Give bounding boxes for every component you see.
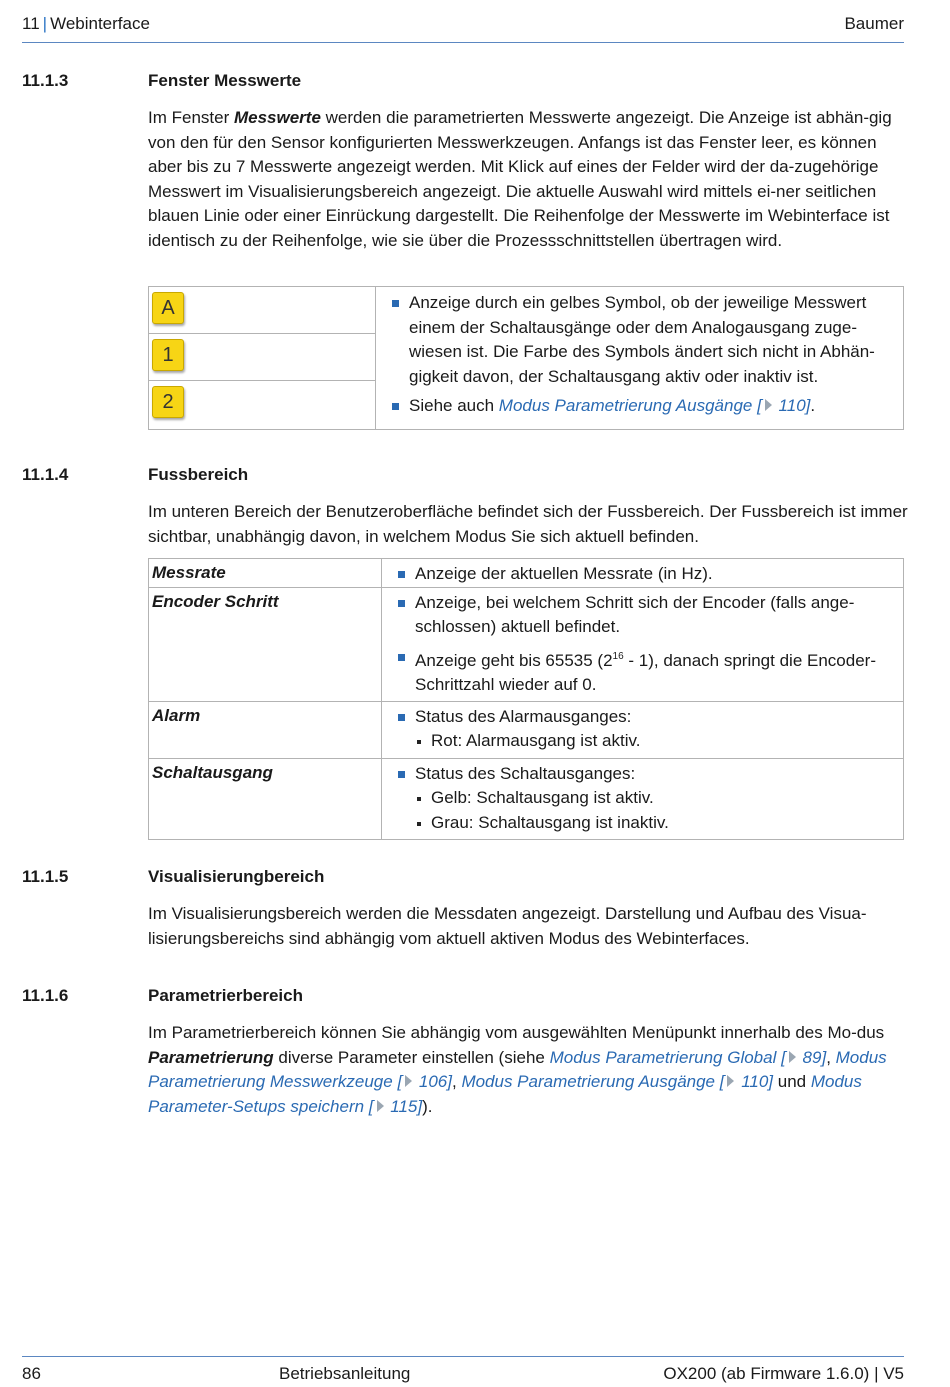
list-item: [382, 705, 899, 754]
text: ,: [451, 1072, 462, 1091]
bold-term: Parametrierung: [148, 1047, 274, 1067]
list-item: [382, 762, 899, 836]
symbol-1-icon: 1: [152, 339, 184, 371]
page-header: [22, 14, 904, 43]
link-text[interactable]: Modus Parametrierung Ausgänge [: [498, 396, 762, 415]
symbol-cell: [149, 287, 376, 334]
text: Status des Schaltausganges:: [415, 763, 636, 783]
sub-list-item: Gelb: Schaltausgang ist aktiv.: [415, 786, 899, 811]
paragraph-visualisierung: Im Visualisierungsbereich werden die Messdaten angezeigt. Darstellung und Aufbau des Visua-lisierungsbereichs sind abhängig vom aktuell aktiven Modus des Webinterfaces.: [148, 904, 867, 948]
term-encoder-schritt: Encoder Schritt: [149, 587, 382, 701]
symbol-cell: [149, 381, 376, 430]
symbol-a-icon: A: [152, 292, 184, 324]
document-type: Betriebsanleitung: [279, 1364, 411, 1383]
link-page[interactable]: 110]: [736, 1072, 774, 1091]
arrow-right-icon: [789, 1051, 796, 1063]
term-schaltausgang: Schaltausgang: [149, 758, 382, 840]
list-item: [376, 394, 899, 419]
link-modus-parametrierung-ausgaenge[interactable]: [461, 1072, 773, 1091]
link-page[interactable]: 110]: [773, 396, 811, 415]
section-number-11-1-4: 11.1.4: [22, 465, 69, 484]
link-text[interactable]: Modus Parametrierung Global [: [549, 1047, 786, 1067]
arrow-right-icon: [405, 1075, 412, 1087]
text: ,: [826, 1047, 836, 1067]
definition: [382, 701, 904, 758]
section-number-11-1-5: 11.1.5: [22, 867, 69, 886]
text: Im Fenster: [148, 108, 234, 127]
list-item: [382, 645, 899, 698]
header-chapter: [22, 14, 150, 34]
link-text[interactable]: Modus Parametrierung Messwerkzeuge [: [148, 1047, 887, 1091]
text: ).: [422, 1096, 433, 1116]
sub-list-item: Grau: Schaltausgang ist inaktiv.: [415, 811, 899, 836]
symbol-2-icon: 2: [152, 386, 184, 418]
paragraph-messwerte: [148, 106, 908, 253]
text: Anzeige geht bis 65535 (2: [415, 650, 613, 670]
product-version: OX200 (ab Firmware 1.6.0) | V5: [663, 1364, 904, 1383]
term-messrate: Messrate: [149, 559, 382, 588]
table-row: [149, 758, 904, 840]
sub-list-item: Rot: Alarmausgang ist aktiv.: [415, 729, 899, 754]
symbol-description: [376, 287, 904, 430]
symbol-cell: [149, 334, 376, 381]
section-title-fenster-messwerte: Fenster Messwerte: [148, 71, 302, 90]
text: Status des Alarmausganges:: [415, 706, 632, 726]
superscript: 16: [612, 650, 624, 662]
link-page[interactable]: 89]: [797, 1047, 827, 1067]
text: Im Parametrierbereich können Sie abhängig vom ausgewählten Menüpunkt innerhalb des Mo-dus: [148, 1023, 885, 1042]
footer-fields-table: [148, 558, 904, 840]
text: diverse Parameter einstellen (siehe: [273, 1047, 550, 1067]
arrow-right-icon: [727, 1075, 734, 1087]
link-modus-parametrierung-ausgaenge[interactable]: [499, 396, 811, 415]
page-footer: [22, 1356, 904, 1387]
header-separator: |: [42, 14, 48, 33]
list-item: Anzeige durch ein gelbes Symbol, ob der jeweilige Messwert einem der Schaltausgänge oder dem Analogausgang zuge-wiesen ist. Die Farbe des Symbols ändert sich nicht in Abhän-gigkeit davon, der Schaltausgang aktiv oder inaktiv ist.: [376, 291, 899, 389]
text: und: [773, 1072, 811, 1091]
definition: [382, 559, 904, 588]
link-page[interactable]: 115]: [385, 1096, 423, 1116]
section-number-11-1-6: 11.1.6: [22, 986, 69, 1005]
text: Siehe auch: [409, 396, 499, 415]
text: - 1), danach springt die Encoder-Schrittzahl wieder auf 0.: [415, 650, 876, 694]
link-page[interactable]: 106]: [414, 1072, 452, 1091]
arrow-right-icon: [765, 399, 772, 411]
bold-term: Messwerte: [233, 108, 321, 127]
chapter-title: Webinterface: [50, 14, 150, 33]
section-title-fussbereich: Fussbereich: [148, 465, 249, 484]
section-title-visualisierungbereich: Visualisierungbereich: [148, 867, 325, 886]
definition: [382, 758, 904, 840]
chapter-number: 11: [22, 14, 40, 33]
paragraph-parametrierbereich: [148, 1021, 908, 1119]
table-row: [149, 559, 904, 588]
page-number: 86: [22, 1364, 41, 1383]
section-title-parametrierbereich: Parametrierbereich: [148, 986, 303, 1005]
link-modus-parametrierung-global[interactable]: [550, 1048, 827, 1067]
text: .: [810, 396, 816, 415]
symbol-table: [148, 286, 904, 430]
paragraph-fussbereich: Im unteren Bereich der Benutzeroberfläche befindet sich der Fussbereich. Der Fussbereich ist immer sichtbar, unabhängig davon, in welchem Modus Sie sich aktuell befinden.: [148, 502, 908, 546]
arrow-right-icon: [377, 1100, 384, 1112]
link-text[interactable]: Modus Parametrierung Ausgänge [: [461, 1072, 725, 1091]
table-row: [149, 701, 904, 758]
brand-name: Baumer: [844, 14, 904, 33]
term-alarm: Alarm: [149, 701, 382, 758]
list-item: Anzeige, bei welchem Schritt sich der Encoder (falls ange-schlossen) aktuell befindet.: [382, 591, 899, 640]
table-row: [149, 587, 904, 701]
link-text[interactable]: Modus Parameter-Setups speichern [: [148, 1072, 862, 1116]
text: werden die parametrierten Messwerte angezeigt. Die Anzeige ist abhän-gig von den für den Sensor konfigurierten Messwerkzeugen. Anfangs ist das Fenster leer, es können aber bis zu 7 Messwerte angezeigt werden. Mit Klick auf eines der Felder wird der da-zugehörige Messwert im Visualisierungsbereich angezeigt. Die aktuelle Auswahl wird mittels ei-ner seitlichen blauen Linie oder einer Einrückung dargestellt. Die Reihenfolge der Messwerte im Webinterface ist identisch zu der Reihenfolge, wie sie über die Prozessschnittstellen übertragen wird.: [148, 108, 892, 250]
list-item: Anzeige der aktuellen Messrate (in Hz).: [382, 562, 899, 587]
section-number-11-1-3: 11.1.3: [22, 71, 69, 90]
definition: [382, 587, 904, 701]
